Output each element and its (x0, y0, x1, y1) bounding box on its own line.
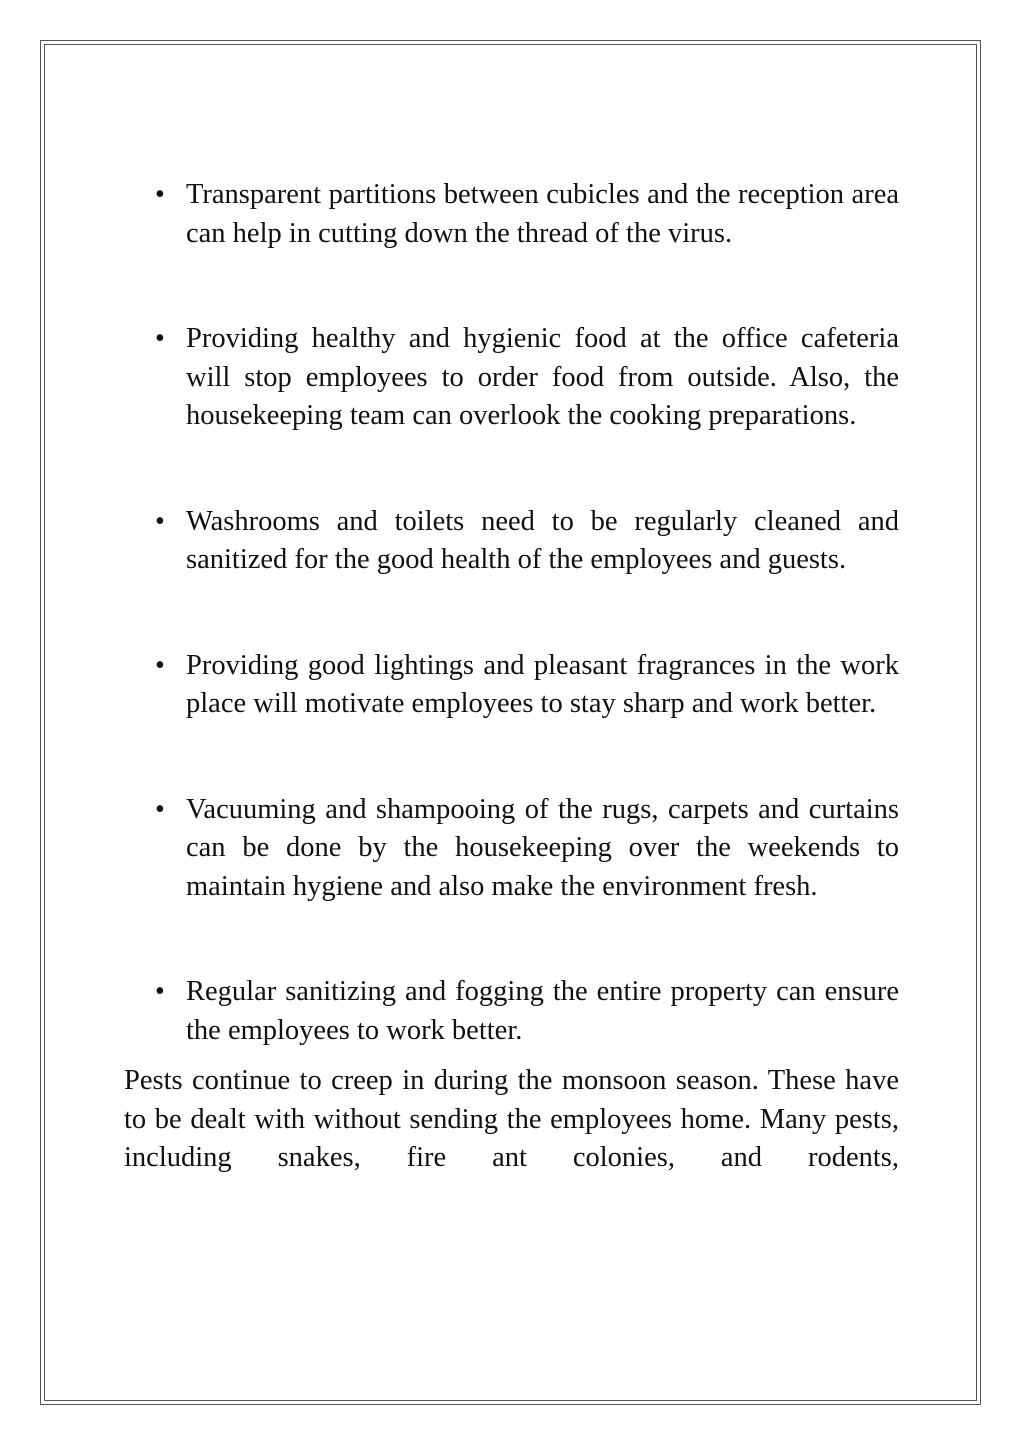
list-item (124, 791, 899, 907)
document-body (124, 176, 899, 1178)
body-paragraph: Pests continue to creep in during the monsoon season. These have to be dealt with without sending the employees home. Many pests, including snakes, fire ant colonies, and rodents, (124, 1065, 899, 1173)
list-item-text: Washrooms and toilets need to be regularly cleaned and sanitized for the good health of the employees and guests. (186, 505, 899, 575)
list-item-text: Providing healthy and hygienic food at the office cafeteria will stop employees to order food from outside. Also, the housekeeping team can overlook the cooking preparations. (186, 323, 899, 431)
bullet-icon: • (155, 505, 165, 537)
list-item-text: Regular sanitizing and fogging the entire property can ensure the employees to work better. (186, 976, 899, 1046)
bullet-icon: • (155, 793, 165, 825)
list-item-text: Vacuuming and shampooing of the rugs, carpets and curtains can be done by the housekeeping over the weekends to maintain hygiene and also make the environment fresh. (186, 793, 899, 902)
bullet-icon: • (155, 649, 165, 681)
list-item (124, 973, 899, 1050)
bullet-icon: • (155, 179, 165, 210)
list-item-text: Providing good lightings and pleasant fragrances in the work place will motivate employees to stay sharp and work better. (186, 649, 899, 719)
list-item (124, 503, 899, 580)
list-item (124, 176, 899, 253)
bullet-list (124, 176, 899, 1050)
list-item (124, 320, 899, 436)
bullet-icon: • (155, 323, 165, 354)
bullet-icon: • (155, 976, 165, 1007)
list-item (124, 647, 899, 724)
list-item-text: Transparent partitions between cubicles and the reception area can help in cutting down the thread of the virus. (186, 179, 899, 249)
